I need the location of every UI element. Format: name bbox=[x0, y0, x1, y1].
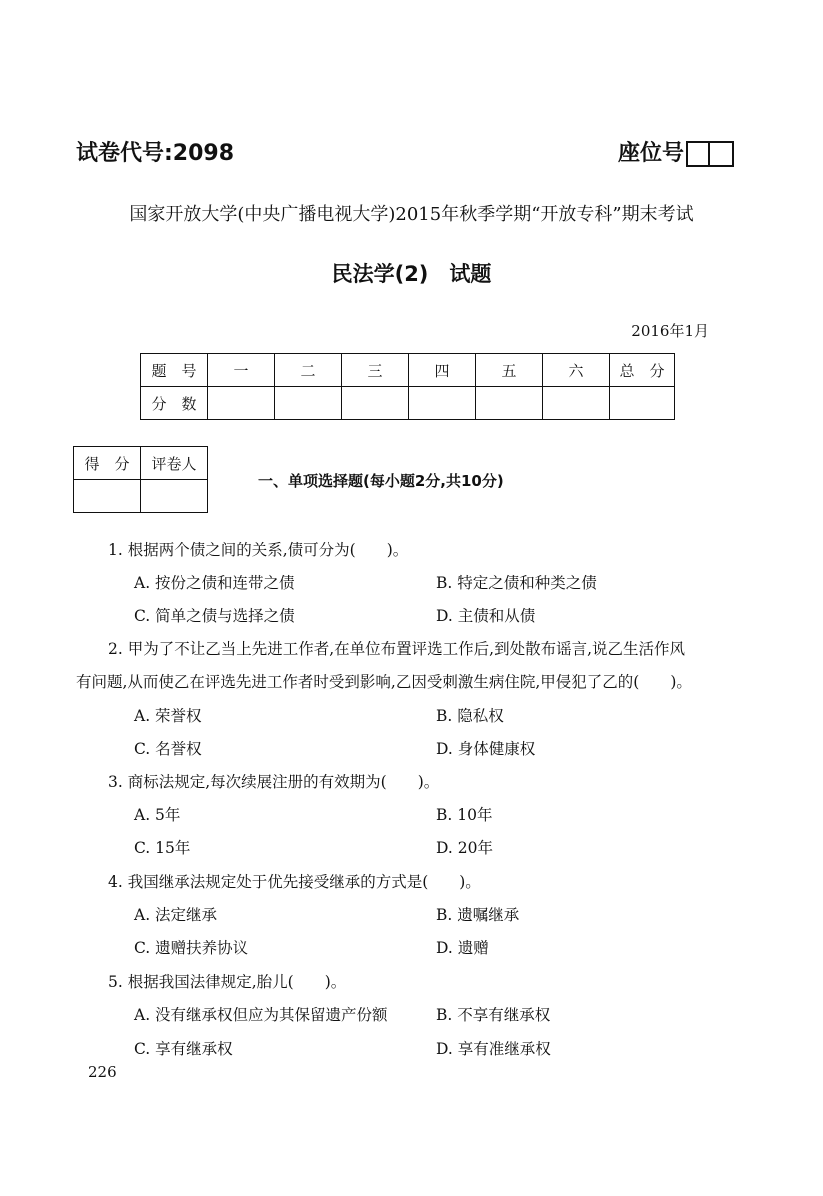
subject-title: 民法学(2) 试题 bbox=[331, 262, 492, 286]
exam-name: 国家开放大学(中央广播电视大学)2015年秋季学期“开放专科”期末考试 bbox=[129, 204, 694, 225]
score-cell: 二 bbox=[275, 354, 342, 387]
score-blank[interactable] bbox=[610, 387, 675, 420]
seat-number bbox=[618, 136, 734, 167]
option[interactable]: D. 身体健康权 bbox=[436, 740, 536, 758]
score-cell: 一 bbox=[208, 354, 275, 387]
seat-label: 座位号 bbox=[618, 141, 685, 166]
question-stem: 1. 根据两个债之间的关系,债可分为( )。 bbox=[108, 541, 409, 559]
score-cell: 总 分 bbox=[610, 354, 675, 387]
section-title: 一、单项选择题(每小题2分,共10分) bbox=[258, 472, 504, 490]
option[interactable]: B. 10年 bbox=[436, 806, 493, 824]
score-table-header-row bbox=[141, 354, 675, 387]
score-blank[interactable] bbox=[342, 387, 409, 420]
grader-score-blank[interactable] bbox=[74, 480, 141, 513]
option[interactable]: B. 不享有继承权 bbox=[436, 1006, 551, 1024]
score-table bbox=[140, 353, 675, 420]
option[interactable]: A. 5年 bbox=[134, 806, 181, 824]
score-row-label: 分 数 bbox=[141, 387, 208, 420]
option[interactable]: B. 特定之债和种类之债 bbox=[436, 574, 597, 592]
seat-box[interactable] bbox=[686, 141, 710, 167]
score-cell: 五 bbox=[476, 354, 543, 387]
score-cell: 四 bbox=[409, 354, 476, 387]
question-stem: 有问题,从而使乙在评选先进工作者时受到影响,乙因受刺激生病住院,甲侵犯了乙的( )。 bbox=[76, 673, 692, 691]
grader-score-label: 得 分 bbox=[74, 447, 141, 480]
question-stem: 3. 商标法规定,每次续展注册的有效期为( )。 bbox=[108, 773, 440, 791]
question-stem: 2. 甲为了不让乙当上先进工作者,在单位布置评选工作后,到处散布谣言,说乙生活作风 bbox=[108, 640, 685, 658]
score-blank[interactable] bbox=[275, 387, 342, 420]
option[interactable]: A. 法定继承 bbox=[134, 906, 218, 924]
exam-date: 2016年1月 bbox=[631, 322, 709, 340]
grader-name-label: 评卷人 bbox=[141, 447, 208, 480]
option[interactable]: D. 20年 bbox=[436, 839, 493, 857]
option[interactable]: A. 荣誉权 bbox=[134, 707, 202, 725]
question-stem: 5. 根据我国法律规定,胎儿( )。 bbox=[108, 973, 347, 991]
seat-boxes bbox=[686, 141, 734, 167]
option[interactable]: D. 享有准继承权 bbox=[436, 1040, 551, 1058]
score-table-score-row bbox=[141, 387, 675, 420]
score-cell: 三 bbox=[342, 354, 409, 387]
option[interactable]: C. 简单之债与选择之债 bbox=[134, 607, 295, 625]
option[interactable]: B. 隐私权 bbox=[436, 707, 504, 725]
option[interactable]: A. 没有继承权但应为其保留遗产份额 bbox=[134, 1006, 388, 1024]
score-blank[interactable] bbox=[476, 387, 543, 420]
score-blank[interactable] bbox=[208, 387, 275, 420]
page-number: 226 bbox=[88, 1063, 117, 1081]
question-stem: 4. 我国继承法规定处于优先接受继承的方式是( )。 bbox=[108, 873, 481, 891]
option[interactable]: B. 遗嘱继承 bbox=[436, 906, 520, 924]
option[interactable]: D. 主债和从债 bbox=[436, 607, 536, 625]
score-blank[interactable] bbox=[409, 387, 476, 420]
grader-name-blank[interactable] bbox=[141, 480, 208, 513]
paper-code: 试卷代号:2098 bbox=[76, 141, 235, 166]
score-cell: 题 号 bbox=[141, 354, 208, 387]
grader-table bbox=[73, 446, 208, 513]
option[interactable]: C. 15年 bbox=[134, 839, 191, 857]
score-cell: 六 bbox=[543, 354, 610, 387]
score-blank[interactable] bbox=[543, 387, 610, 420]
option[interactable]: D. 遗赠 bbox=[436, 939, 489, 957]
option[interactable]: A. 按份之债和连带之债 bbox=[134, 574, 295, 592]
option[interactable]: C. 遗赠扶养协议 bbox=[134, 939, 249, 957]
seat-box[interactable] bbox=[710, 141, 734, 167]
option[interactable]: C. 享有继承权 bbox=[134, 1040, 233, 1058]
option[interactable]: C. 名誉权 bbox=[134, 740, 202, 758]
